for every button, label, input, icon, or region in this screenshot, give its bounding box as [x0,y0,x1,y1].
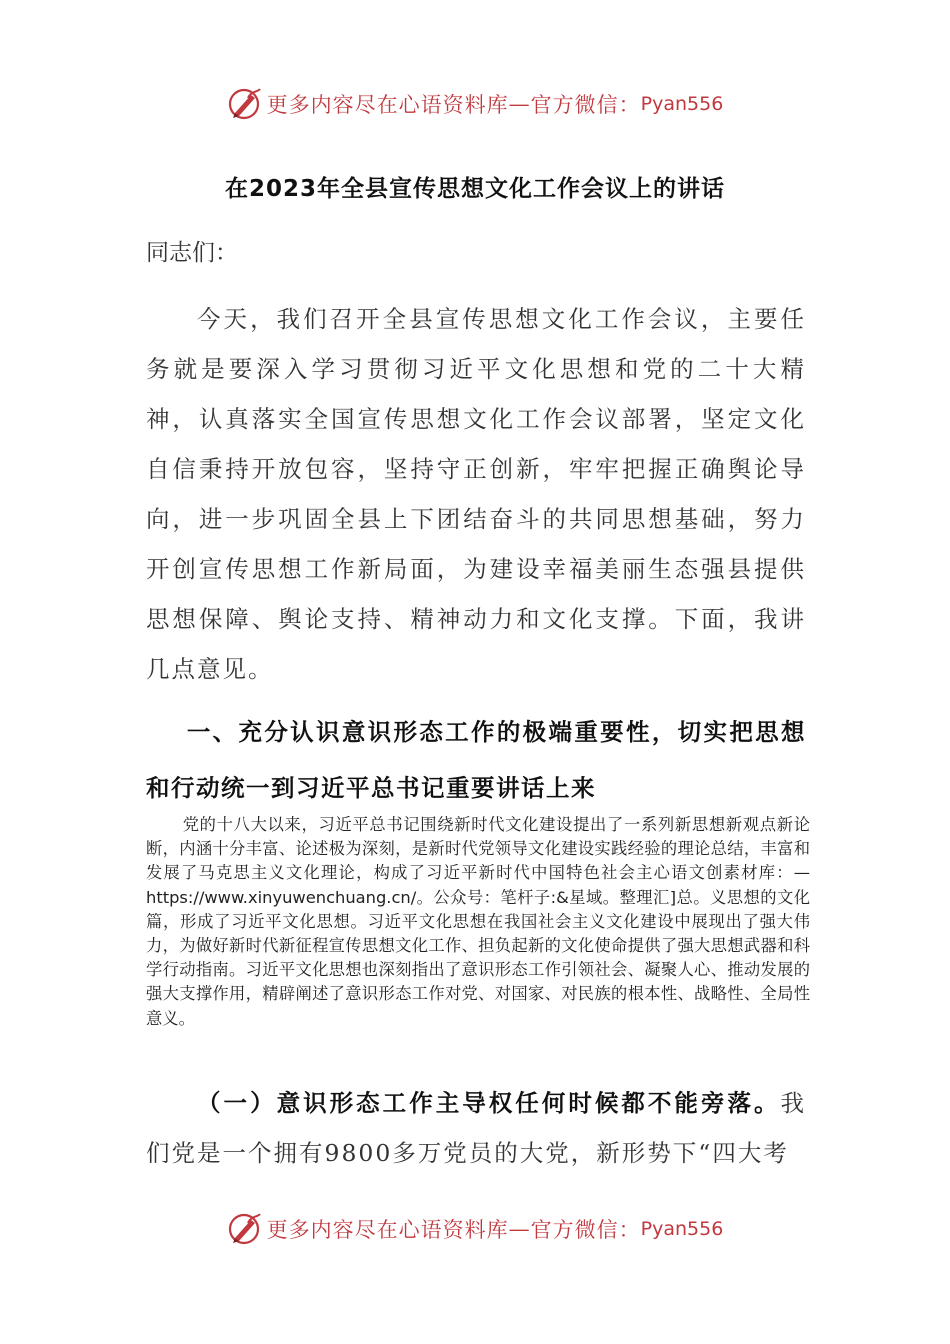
watermark-text: 更多内容尽在心语资料库 [266,1218,509,1242]
watermark-official-label: 官方微信： [530,93,641,117]
watermark-footer [0,1207,950,1251]
brush-pen-logo-icon [227,1211,263,1247]
intro-paragraph-text: 今天，我们召开全县宣传思想文化工作会议，主要任务就是要深入学习贯彻习近平文化思想和党的二十大精神，认真落实全国宣传思想文化工作会议部署，坚定文化自信秉持开放包容，坚持守正创新，牢牢把握正确舆论导向，进一步巩固全县上下团结奋斗的共同思想基础，努力开创宣传思想工作新局面，为建设幸福美丽生态强县提供思想保障、舆论支持、精神动力和文化支撑。下面，我讲几点意见。 [146,305,806,683]
intro-paragraph [146,294,806,694]
watermark-wechat-id: Pyan556 [640,1218,724,1240]
section-body-paragraph [146,813,810,1031]
watermark-official-label: 官方微信： [530,1218,641,1242]
greeting: 同志们： [146,240,238,266]
subsection-lead: （一）意识形态工作主导权任何时候都不能旁落。 [196,1089,781,1117]
section-body-text: 党的十八大以来，习近平总书记围绕新时代文化建设提出了一系列新思想新观点新论断，内涵十分丰富、论述极为深刻，是新时代党领导文化建设实践经验的理论总结，丰富和发展了马克思主义文化理论，构成了习近平新时代中国特色社会主心语文创素材库：—https://www.xinyuwenchuang.cn/。公众号：笔杆子:&星域。整理汇]总。义思想的文化篇，形成了习近平文化思想。习近平文化思想在我国社会主义文化建设中展现出了强大伟力，为做好新时代新征程宣传思想文化工作、担负起新的文化使命提供了强大思想武器和科学行动指南。习近平文化思想也深刻指出了意识形态工作引领社会、凝聚人心、推动发展的强大支撑作用，精辟阐述了意识形态工作对党、对国家、对民族的根本性、战略性、全局性意义。 [146,815,810,1028]
watermark-wechat-id: Pyan556 [640,93,724,115]
watermark-text: 更多内容尽在心语资料库 [266,93,509,117]
subsection-paragraph [146,1078,806,1178]
watermark-separator: — [508,92,531,116]
brush-pen-logo-icon [227,86,263,122]
watermark-separator: — [508,1217,531,1241]
section-heading [146,704,806,816]
document-title: 在2023年全县宣传思想文化工作会议上的讲话 [224,176,725,202]
watermark-header [0,82,950,126]
subsection-body: 我们党是一个拥有9800多万党员的大党，新形势下“四大考 [146,1089,806,1167]
section-heading-text: 一、充分认识意识形态工作的极端重要性，切实把思想和行动统一到习近平总书记重要讲话上来 [146,718,806,802]
